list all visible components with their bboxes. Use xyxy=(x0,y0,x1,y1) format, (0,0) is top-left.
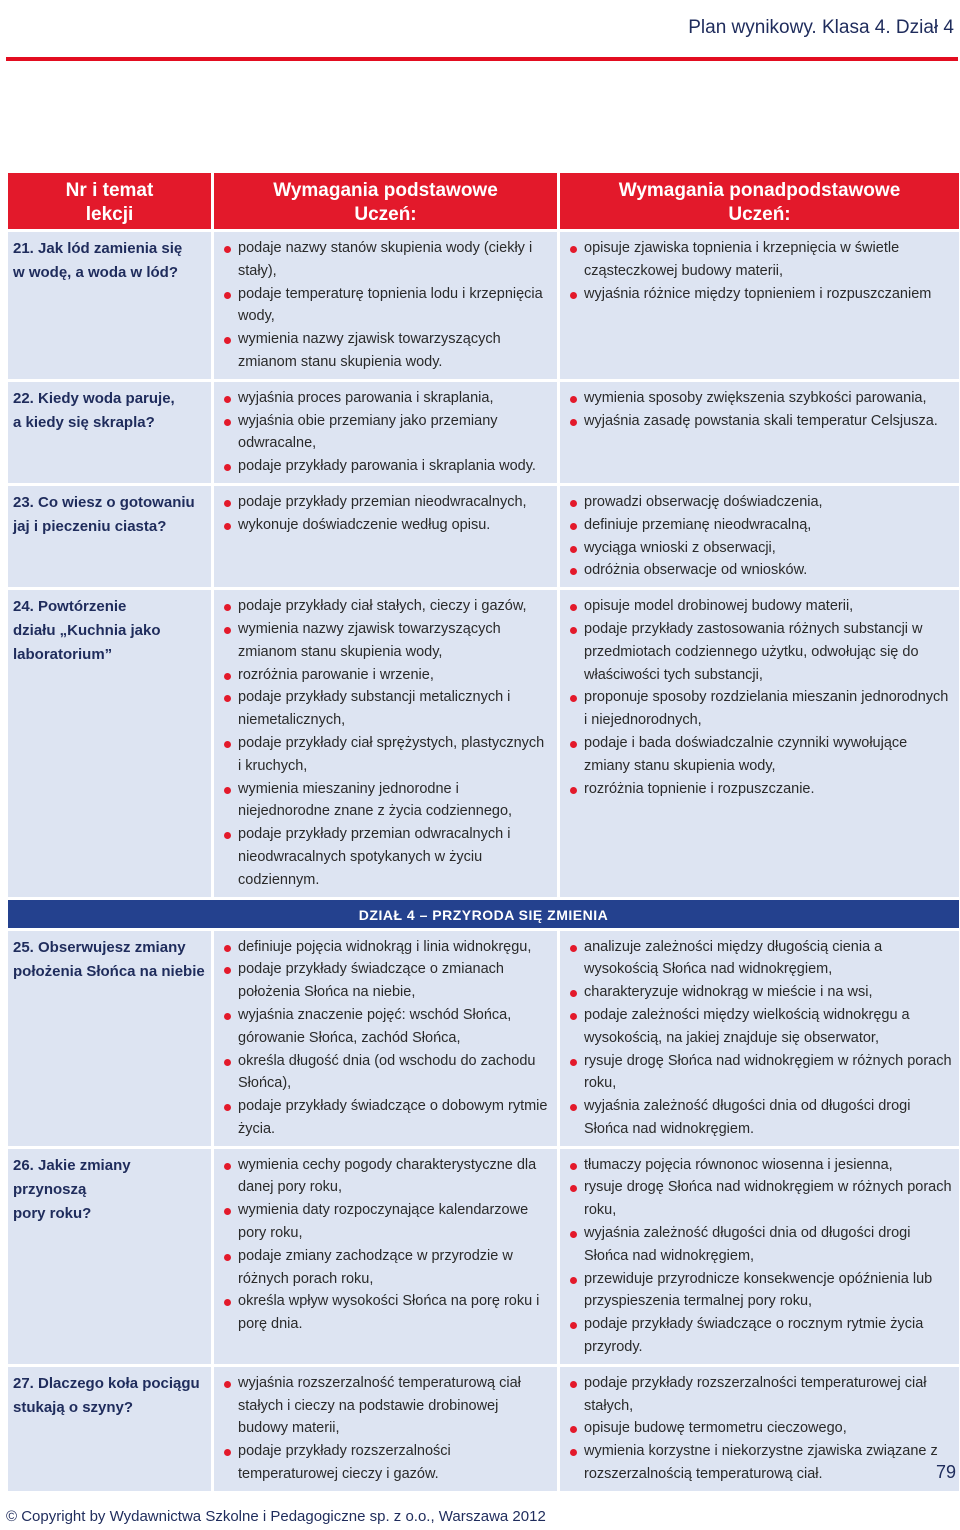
lesson-topic xyxy=(8,1367,211,1491)
topic-line: 21. Jak lód zamienia się xyxy=(13,240,183,257)
requirement-item: prowadzi obserwację doświadczenia, xyxy=(566,491,953,514)
requirement-item: podaje przykłady substancji metalicznych i niemetalicznych, xyxy=(220,686,551,732)
requirement-item: podaje zależności między wielkością widnokręgu a wysokością, na jakiej znajduje się obserwator, xyxy=(566,1004,953,1050)
requirement-item: podaje przykłady rozszerzalności temperaturowej ciał stałych, xyxy=(566,1372,953,1418)
requirement-item: podaje przykłady rozszerzalności temperaturowej cieczy i gazów. xyxy=(220,1440,551,1486)
requirement-item: podaje przykłady świadczące o zmianach położenia Słońca na niebie, xyxy=(220,958,551,1004)
requirement-item: wyjaśnia obie przemiany jako przemiany odwracalne, xyxy=(220,410,551,456)
requirement-list xyxy=(566,1372,953,1486)
requirement-item: podaje temperaturę topnienia lodu i krzepnięcia wody, xyxy=(220,283,551,329)
requirement-list xyxy=(220,387,551,478)
requirement-list xyxy=(566,936,953,1141)
section-title: DZIAŁ 4 – PRZYRODA SIĘ ZMIENIA xyxy=(8,900,959,928)
header-advanced: Wymagania ponadpodstawowe Uczeń: xyxy=(560,173,959,229)
requirement-item: podaje przykłady przemian nieodwracalnych, xyxy=(220,491,551,514)
requirement-item: opisuje model drobinowej budowy materii, xyxy=(566,595,953,618)
advanced-requirements xyxy=(560,590,959,896)
table-header-row xyxy=(8,173,959,229)
requirement-item: wykonuje doświadczenie według opisu. xyxy=(220,514,551,537)
requirement-item: wyjaśnia rozszerzalność temperaturową ciał stałych i cieczy na podstawie drobinowej budowy materii, xyxy=(220,1372,551,1440)
topic-line: działu „Kuchnia jako xyxy=(13,622,161,640)
page-header-title: Plan wynikowy. Klasa 4. Dział 4 xyxy=(688,17,954,38)
requirement-item: rozróżnia parowanie i wrzenie, xyxy=(220,664,551,687)
requirement-item: proponuje sposoby rozdzielania mieszanin jednorodnych i niejednorodnych, xyxy=(566,686,953,732)
requirement-item: podaje przykłady ciał sprężystych, plastycznych i kruchych, xyxy=(220,732,551,778)
requirement-item: wyjaśnia zasadę powstania skali temperatur Celsjusza. xyxy=(566,410,953,433)
requirement-list xyxy=(220,237,551,374)
requirement-item: podaje przykłady parowania i skraplania wody. xyxy=(220,455,551,478)
advanced-requirements xyxy=(560,931,959,1146)
requirement-list xyxy=(220,936,551,1141)
topic-line: jaj i pieczeniu ciasta? xyxy=(13,517,167,535)
requirement-item: wymienia nazwy zjawisk towarzyszących zmianom stanu skupienia wody. xyxy=(220,328,551,374)
requirement-item: podaje przykłady zastosowania różnych substancji w przedmiotach codziennego użytku, odwołując się do właściwości tych substancji, xyxy=(566,618,953,686)
basic-requirements xyxy=(214,590,557,896)
requirement-item: rozróżnia topnienie i rozpuszczanie. xyxy=(566,778,953,801)
basic-requirements xyxy=(214,1367,557,1491)
topic-line: 22. Kiedy woda paruje, xyxy=(13,389,175,407)
topic-line: pory roku? xyxy=(13,1204,92,1222)
table-row xyxy=(8,1149,959,1364)
copyright-text: © Copyright by Wydawnictwa Szkolne i Pedagogiczne sp. z o.o., Warszawa 2012 xyxy=(6,1508,546,1525)
advanced-requirements xyxy=(560,232,959,379)
topic-line: a kiedy się skrapla? xyxy=(13,413,155,431)
topic-line: 23. Co wiesz o gotowaniu xyxy=(13,493,195,511)
requirement-item: podaje zmiany zachodzące w przyrodzie w różnych porach roku, xyxy=(220,1245,551,1291)
advanced-requirements xyxy=(560,1149,959,1364)
requirement-item: wymienia nazwy zjawisk towarzyszących zmianom stanu skupienia wody, xyxy=(220,618,551,664)
plan-table xyxy=(5,170,960,1494)
requirement-list xyxy=(220,1372,551,1486)
basic-requirements xyxy=(214,931,557,1146)
topic-line: 25. Obserwujesz zmiany xyxy=(13,938,186,956)
page-number: 79 xyxy=(935,1462,956,1482)
header-basic: Wymagania podstawowe Uczeń: xyxy=(214,173,557,229)
table-row xyxy=(8,931,959,1146)
topic-line: położenia Słońca na niebie xyxy=(13,962,205,980)
requirement-list xyxy=(220,491,551,537)
section-row xyxy=(8,900,959,928)
requirement-item: podaje przykłady ciał stałych, cieczy i gazów, xyxy=(220,595,551,618)
topic-line: laboratorium” xyxy=(13,646,113,664)
requirement-item: określa wpływ wysokości Słońca na porę roku i porę dnia. xyxy=(220,1290,551,1336)
requirement-item: wymienia korzystne i niekorzystne zjawiska związane z rozszerzalnością temperaturową ciał. xyxy=(566,1440,953,1486)
requirement-item: wyjaśnia proces parowania i skraplania, xyxy=(220,387,551,410)
table-row xyxy=(8,1367,959,1491)
header-divider xyxy=(6,57,958,61)
requirement-item: odróżnia obserwacje od wniosków. xyxy=(566,559,953,582)
header-topic: Nr i temat lekcji xyxy=(8,173,211,229)
requirement-item: analizuje zależności między długością cienia a wysokością Słońca nad widnokręgiem, xyxy=(566,936,953,982)
advanced-requirements xyxy=(560,382,959,483)
requirement-item: rysuje drogę Słońca nad widnokręgiem w różnych porach roku, xyxy=(566,1050,953,1096)
requirement-item: podaje i bada doświadczalnie czynniki wywołujące zmiany stanu skupienia wody, xyxy=(566,732,953,778)
lesson-topic xyxy=(8,590,211,896)
requirement-item: podaje przykłady przemian odwracalnych i nieodwracalnych spotykanych w życiu codziennym. xyxy=(220,823,551,891)
requirement-item: określa długość dnia (od wschodu do zachodu Słońca), xyxy=(220,1050,551,1096)
requirement-item: wyciąga wnioski z obserwacji, xyxy=(566,537,953,560)
table-row xyxy=(8,232,959,379)
requirement-item: wyjaśnia różnice między topnieniem i rozpuszczaniem xyxy=(566,283,953,306)
table-row xyxy=(8,382,959,483)
requirement-list xyxy=(566,237,953,305)
requirement-item: wyjaśnia znaczenie pojęć: wschód Słońca, górowanie Słońca, zachód Słońca, xyxy=(220,1004,551,1050)
requirement-item: rysuje drogę Słońca nad widnokręgiem w różnych porach roku, xyxy=(566,1176,953,1222)
requirement-item: wymienia cechy pogody charakterystyczne dla danej pory roku, xyxy=(220,1154,551,1200)
basic-requirements xyxy=(214,1149,557,1364)
requirement-item: wyjaśnia zależność długości dnia od długości drogi Słońca nad widnokręgiem, xyxy=(566,1222,953,1268)
requirement-item: tłumaczy pojęcia równonoc wiosenna i jesienna, xyxy=(566,1154,953,1177)
basic-requirements xyxy=(214,382,557,483)
requirement-item: definiuje pojęcia widnokrąg i linia widnokręgu, xyxy=(220,936,551,959)
lesson-topic xyxy=(8,232,211,379)
advanced-requirements xyxy=(560,1367,959,1491)
requirement-item: wyjaśnia zależność długości dnia od długości drogi Słońca nad widnokręgiem. xyxy=(566,1095,953,1141)
requirement-list xyxy=(566,595,953,800)
requirement-item: wymienia sposoby zwiększenia szybkości parowania, xyxy=(566,387,953,410)
table-row xyxy=(8,486,959,587)
lesson-topic xyxy=(8,382,211,483)
lesson-topic xyxy=(8,931,211,1146)
advanced-requirements xyxy=(560,486,959,587)
table-row xyxy=(8,590,959,896)
requirement-item: charakteryzuje widnokrąg w mieście i na wsi, xyxy=(566,981,953,1004)
requirement-list xyxy=(566,387,953,433)
requirement-item: opisuje budowę termometru cieczowego, xyxy=(566,1417,953,1440)
requirement-list xyxy=(566,491,953,582)
requirement-list xyxy=(566,1154,953,1359)
requirement-list xyxy=(220,1154,551,1336)
basic-requirements xyxy=(214,486,557,587)
requirement-list xyxy=(220,595,551,891)
requirement-item: podaje przykłady świadczące o rocznym rytmie życia przyrody. xyxy=(566,1313,953,1359)
topic-line: stukają o szyny? xyxy=(13,1398,134,1416)
basic-requirements xyxy=(214,232,557,379)
topic-line: 24. Powtórzenie xyxy=(13,598,127,616)
topic-line: 26. Jakie zmiany przynoszą xyxy=(13,1156,131,1198)
requirement-item: opisuje zjawiska topnienia i krzepnięcia w świetle cząsteczkowej budowy materii, xyxy=(566,237,953,283)
requirement-item: definiuje przemianę nieodwracalną, xyxy=(566,514,953,537)
topic-line: w wodę, a woda w lód? xyxy=(13,264,179,281)
requirement-item: podaje nazwy stanów skupienia wody (ciekły i stały), xyxy=(220,237,551,283)
requirement-item: wymienia daty rozpoczynające kalendarzowe pory roku, xyxy=(220,1199,551,1245)
topic-line: 27. Dlaczego koła pociągu xyxy=(13,1374,200,1392)
lesson-topic xyxy=(8,486,211,587)
requirement-item: przewiduje przyrodnicze konsekwencje opóźnienia lub przyspieszenia termalnej pory roku, xyxy=(566,1268,953,1314)
lesson-topic xyxy=(8,1149,211,1364)
requirement-item: wymienia mieszaniny jednorodne i niejednorodne znane z życia codziennego, xyxy=(220,778,551,824)
requirement-item: podaje przykłady świadczące o dobowym rytmie życia. xyxy=(220,1095,551,1141)
